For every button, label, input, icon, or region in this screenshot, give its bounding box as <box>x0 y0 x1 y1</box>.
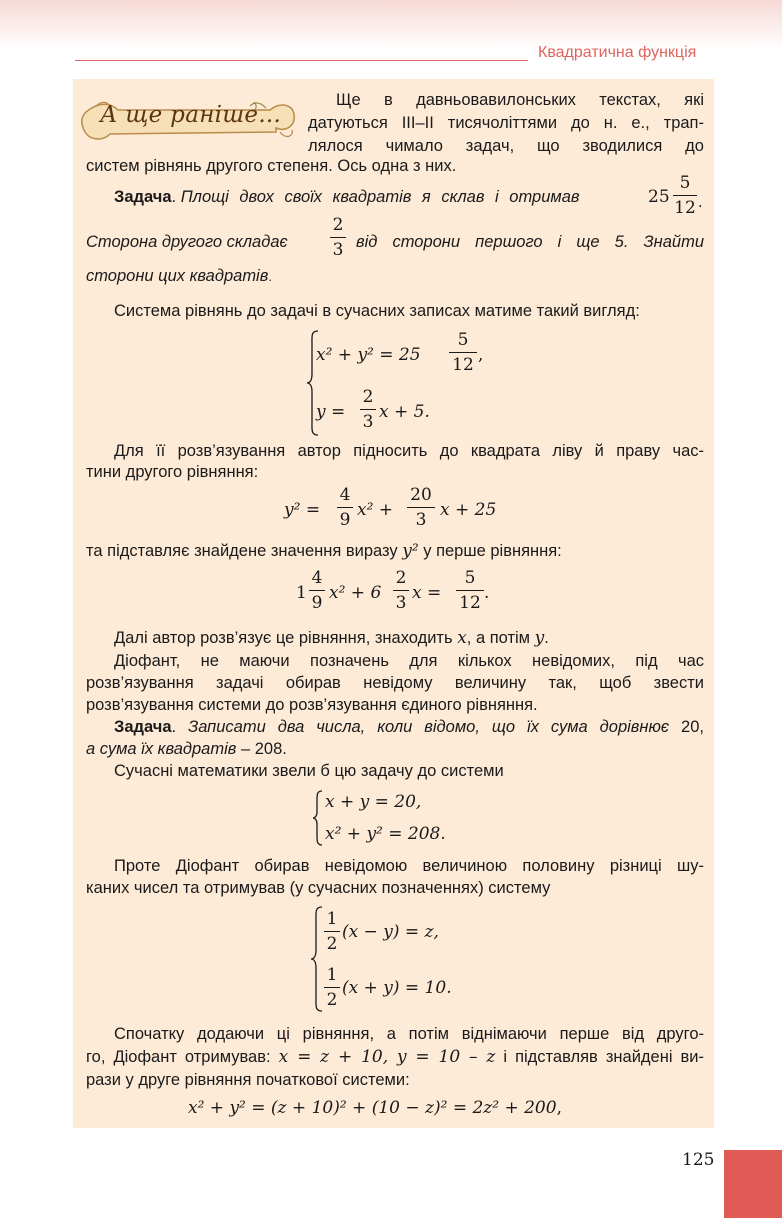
intro-line-3: лялося чимало задач, що зводилися до <box>308 137 704 155</box>
top-gradient-band <box>0 0 782 50</box>
badge-label: А ще раніше... <box>100 102 282 128</box>
eq-subst-end: . <box>484 583 490 603</box>
fraction-bar <box>324 931 340 932</box>
next-text-b: , а потім <box>466 629 535 647</box>
eq-subst-d3: 12 <box>459 593 481 613</box>
system1-eq1-num: 5 <box>457 330 469 350</box>
problem2-number: 20, <box>681 718 704 736</box>
eq-subst-t2 <box>412 583 441 603</box>
eq-subst-n2: 2 <box>395 568 407 588</box>
eq-square-d2: 3 <box>415 510 427 530</box>
system-intro: Система рівнянь до задачі в сучасних записах матиме такий вигляд: <box>114 302 640 320</box>
final-equation <box>188 1098 562 1118</box>
running-header: Квадратична функція <box>538 44 697 61</box>
problem1-fraction-num: 5 <box>679 173 691 193</box>
intro-line-2: датуються ІІІ–ІІ тисячоліттями до н. е., трап- <box>308 114 704 132</box>
problem1-label: Задача <box>114 188 172 206</box>
system2-eq2 <box>325 824 446 844</box>
system1-eq2-den: 3 <box>362 412 374 432</box>
problem2-label: Задача <box>114 718 172 736</box>
fraction-bar <box>449 352 477 353</box>
problem1-whole: 25 <box>648 187 670 207</box>
system2-eq2-text: x² + y² = 208. <box>325 824 446 844</box>
eq-square-frac1 <box>337 485 353 530</box>
eq-subst-w1: 1 <box>296 583 307 603</box>
problem1-text2a: Сторона другого складає <box>86 233 288 251</box>
problem1-fraction-den: 12 <box>674 198 696 218</box>
page-corner-tab <box>724 1150 782 1218</box>
subst-text <box>86 541 562 561</box>
square-text-line1: Для її розв’язування автор підносить до квадрата ліву й праву час- <box>114 442 704 460</box>
intro-line-4: систем рівнянь другого степеня. Ось одна з них. <box>86 157 457 175</box>
final-text-l2b: і підставляв знайдені ви- <box>495 1048 705 1066</box>
system3-frac1 <box>324 909 340 954</box>
eq-subst-d2: 3 <box>395 593 407 613</box>
eq-subst-n3: 5 <box>464 568 476 588</box>
eq-subst-t1 <box>329 583 381 603</box>
ratio-num: 2 <box>332 215 344 235</box>
problem1-text3-line <box>86 266 272 287</box>
fraction-bar <box>330 237 346 238</box>
eq-square-mid-text: x² + <box>357 500 394 520</box>
fraction-bar <box>360 409 376 410</box>
system3-brace-icon <box>310 906 324 1012</box>
fraction-bar <box>673 195 697 196</box>
next-text-x: x <box>457 628 467 648</box>
system1-eq1-lhs <box>316 345 421 365</box>
eq-subst-t2-text: x = <box>412 583 442 603</box>
problem2-line1 <box>114 717 704 737</box>
system1-eq1-lhs-text: x² + y² = 25 <box>316 345 421 365</box>
diophantus-line3: розв’язування системи до розв’язування єдиного рівняння. <box>86 696 538 714</box>
subst-text-after: у перше рівняння: <box>418 542 562 560</box>
page-number: 125 <box>682 1150 715 1170</box>
problem1-end: . <box>698 193 703 211</box>
problem1-text3: сторони цих квадратів <box>86 267 269 285</box>
final-text-line2 <box>86 1047 704 1067</box>
final-text-line1: Спочатку додаючи ці рівняння, а потім віднімаючи перше від друго- <box>114 1025 704 1043</box>
system3-eq1 <box>342 922 439 942</box>
problem1-text-line1 <box>114 187 579 207</box>
system1-eq1-end: , <box>478 345 484 365</box>
system2-eq1 <box>325 792 421 812</box>
problem2-label-dot: . <box>171 718 177 736</box>
final-equation-end: , <box>556 1098 562 1118</box>
problem1-text1: Площі двох своїх квадратів я склав і отримав <box>180 188 580 206</box>
system1-eq2-fraction <box>360 387 376 432</box>
eq-subst-t1-text: x² + 6 <box>329 583 382 603</box>
fraction-bar <box>324 987 340 988</box>
system3-eq1-text: (x − y) = z, <box>342 922 439 942</box>
problem2-text1: Записати два числа, коли відомо, що їх сума дорівнює <box>188 718 670 736</box>
eq-subst-n1: 4 <box>311 568 323 588</box>
system3-d2: 2 <box>326 990 338 1010</box>
problem2-line2 <box>86 739 287 759</box>
final-text-line3: рази у друге рівняння початкової системи: <box>86 1071 410 1089</box>
problem1-ratio-fraction <box>330 215 346 260</box>
system3-eq2-text: (x + y) = 10. <box>342 978 452 998</box>
eq-subst-frac1 <box>309 568 325 613</box>
eq-subst-d1: 9 <box>311 593 323 613</box>
system3-d1: 2 <box>326 934 338 954</box>
problem2-dash: – 208. <box>240 740 287 758</box>
system1-eq2-rhs <box>379 402 430 422</box>
ratio-den: 3 <box>332 240 344 260</box>
square-text-line2: тини другого рівняння: <box>86 463 259 481</box>
eq-square-frac2 <box>407 485 435 530</box>
system1-eq2-lhs <box>316 402 345 422</box>
eq-square-n2: 20 <box>410 485 432 505</box>
problem2-text2: а сума їх квадратів <box>86 740 237 758</box>
system1-eq1-den: 12 <box>452 355 474 375</box>
header-rule <box>75 60 528 61</box>
final-equation-text: x² + y² = (z + 10)² + (10 − z)² = 2z² + 200 <box>188 1098 557 1118</box>
fraction-bar <box>407 507 435 508</box>
intro-line-1: Ще в давньовавилонських текстах, які <box>336 91 704 109</box>
eq-square-d1: 9 <box>339 510 351 530</box>
modern-text: Сучасні математики звели б цю задачу до системи <box>114 762 504 780</box>
system2-eq1-text: x + y = 20, <box>325 792 422 812</box>
next-text-c: . <box>544 629 549 647</box>
fraction-bar <box>337 507 353 508</box>
system1-eq2-num: 2 <box>362 387 374 407</box>
eq-square-lhs-text: y² = <box>284 500 321 520</box>
system1-eq1-fraction <box>449 330 477 375</box>
fraction-bar <box>309 590 325 591</box>
system1-eq2-rhs-text: x + 5. <box>379 402 430 422</box>
next-text-a: Далі автор розв’язує це рівняння, знаходить <box>114 629 458 647</box>
eq-square-rhs-text: x + 25 <box>440 500 497 520</box>
final-text-l2a: го, Діофант отримував: <box>86 1048 279 1066</box>
problem1-text2b: від сторони першого і ще 5. Знайти <box>356 233 704 251</box>
next-text <box>114 628 549 648</box>
system2-brace-icon <box>312 790 324 846</box>
system3-n1: 1 <box>326 909 338 929</box>
final-text-l2x: x = z + 10, y = 10 – z <box>278 1047 496 1067</box>
subst-text-before: та підставляє знайдене значення виразу <box>86 542 403 560</box>
eq-subst-frac2 <box>393 568 409 613</box>
eq-square-n1: 4 <box>339 485 351 505</box>
system3-n2: 1 <box>326 965 338 985</box>
diophantus-line2: розв’язування задачі обирав невідому величину так, щоб звести <box>86 674 704 692</box>
system3-eq2 <box>342 978 452 998</box>
fraction-bar <box>456 590 484 591</box>
half-text-line2: каних чисел та отримував (у сучасних позначеннях) систему <box>86 879 551 897</box>
fraction-bar <box>393 590 409 591</box>
diophantus-line1: Діофант, не маючи позначень для кількох невідомих, під час <box>114 652 704 670</box>
problem1-text3-end: . <box>268 269 272 284</box>
eq-square-lhs <box>284 500 320 520</box>
system1-eq2-lhs-text: y = <box>316 402 346 422</box>
system3-frac2 <box>324 965 340 1010</box>
problem1-fraction <box>673 173 697 218</box>
eq-square-mid <box>357 500 393 520</box>
half-text-line1: Проте Діофант обирав невідомою величиною половину різниці шу- <box>114 857 704 875</box>
eq-square-rhs <box>440 500 496 520</box>
eq-subst-frac3 <box>456 568 484 613</box>
next-text-y: y <box>534 628 545 648</box>
subst-text-expr: y² <box>402 541 419 561</box>
problem1-label-dot: . <box>171 188 177 206</box>
